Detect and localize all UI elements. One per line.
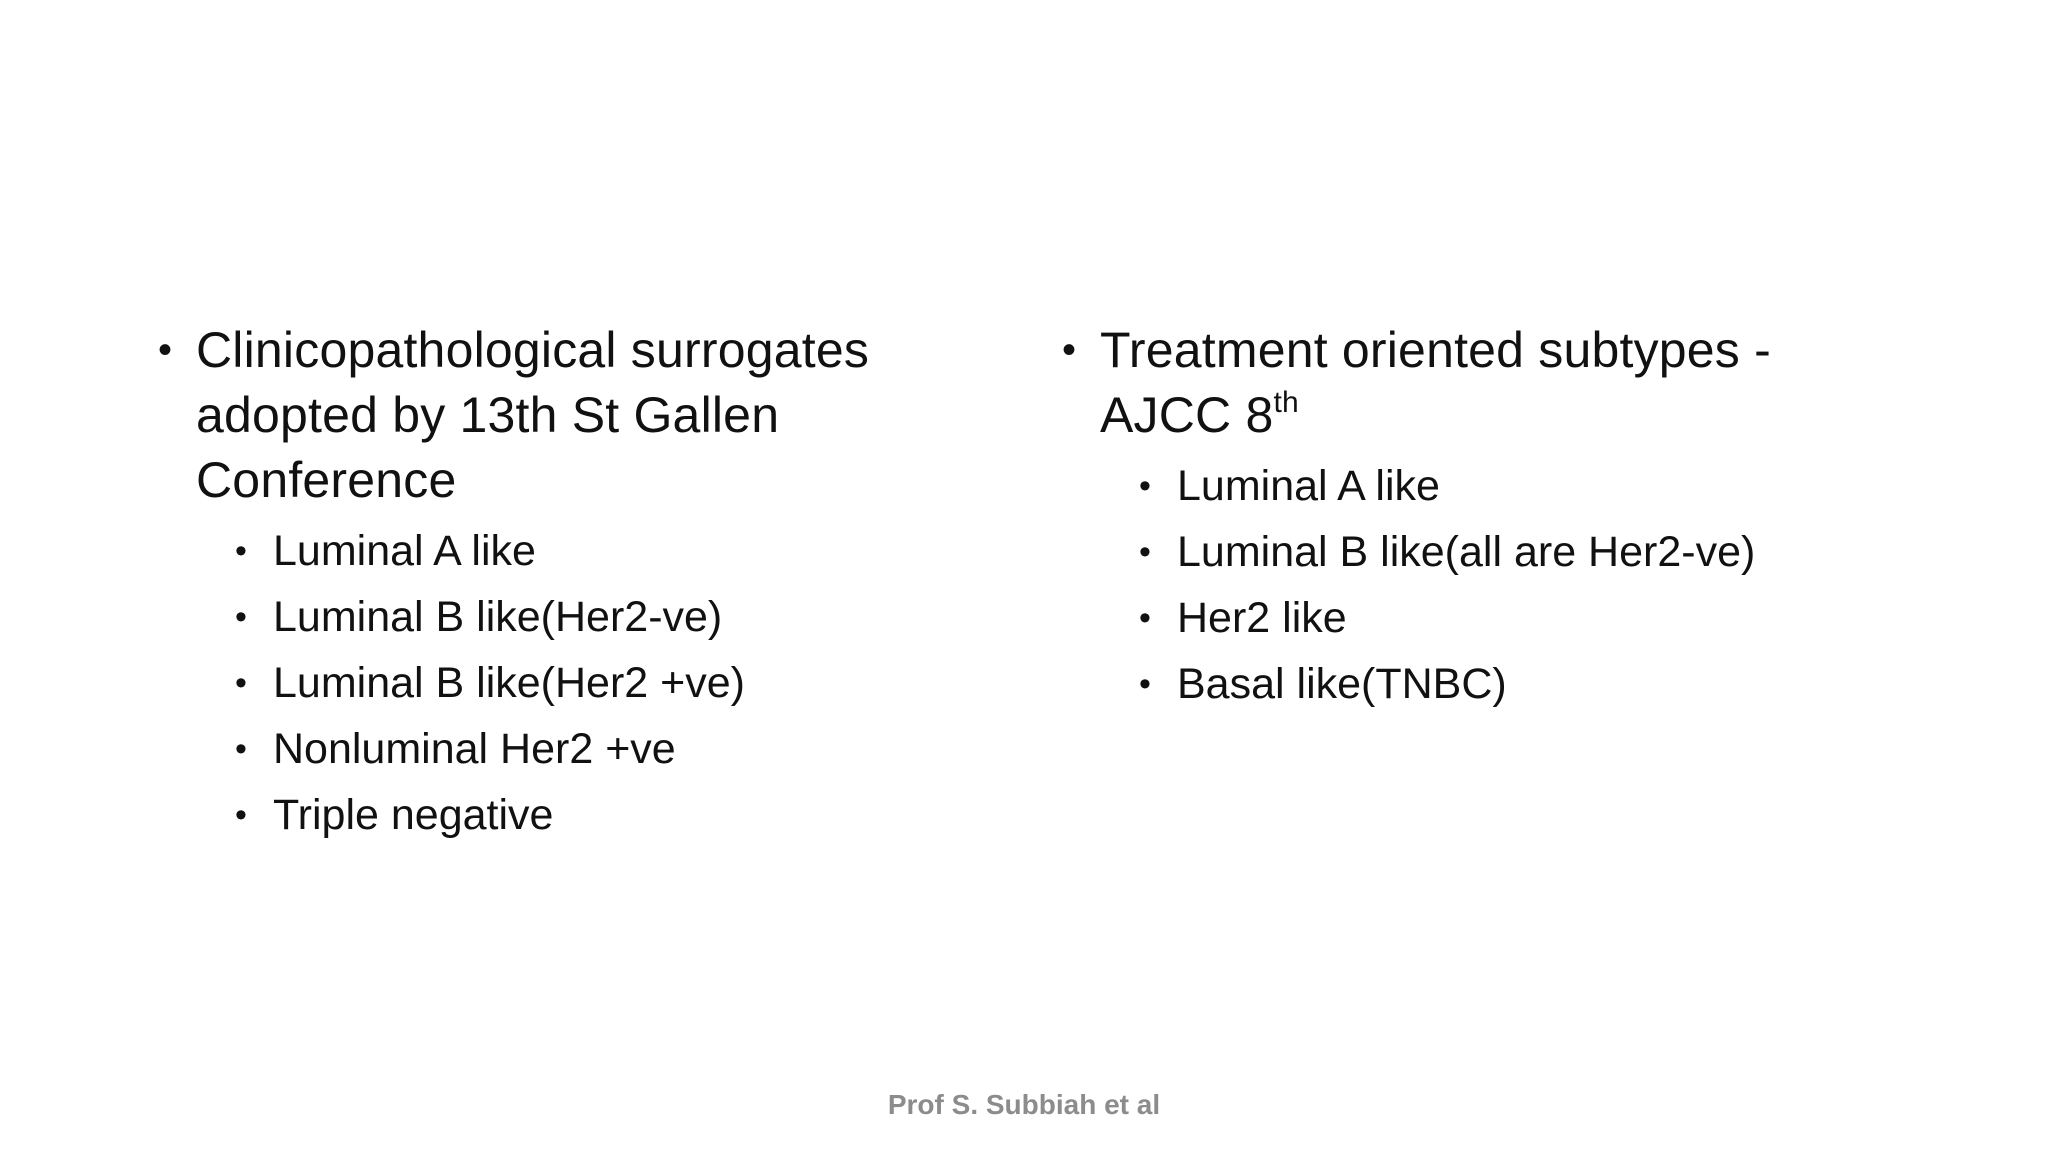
left-heading-item <box>158 318 958 513</box>
right-heading-line1: Treatment oriented subtypes - <box>1100 322 1771 378</box>
list-item-text: Luminal B like(all are Her2-ve) <box>1177 528 1756 576</box>
list-item <box>1062 591 1922 646</box>
bullet-icon: • <box>235 796 247 834</box>
list-item-text: Basal like(TNBC) <box>1177 660 1507 708</box>
bullet-icon: • <box>235 532 247 570</box>
list-item <box>1062 657 1922 712</box>
list-item <box>1062 525 1922 580</box>
list-item <box>158 590 958 645</box>
bullet-icon: • <box>235 598 247 636</box>
bullet-icon: • <box>1139 467 1151 505</box>
list-item <box>158 722 958 777</box>
list-item <box>158 788 958 843</box>
left-heading-text: Clinicopathological surrogates adopted by 13th St Gallen Conference <box>196 322 870 508</box>
list-item-text: Luminal B like(Her2-ve) <box>273 593 723 641</box>
list-item-text: Triple negative <box>273 791 554 839</box>
right-heading-item <box>1062 318 1922 448</box>
right-sub-list <box>1062 459 1922 712</box>
left-sub-list <box>158 524 958 843</box>
list-item-text: Luminal A like <box>273 527 536 575</box>
list-item <box>158 656 958 711</box>
bullet-icon: • <box>158 328 173 372</box>
bullet-icon: • <box>1139 599 1151 637</box>
right-heading-superscript: th <box>1273 386 1299 419</box>
list-item <box>158 524 958 579</box>
left-column <box>158 318 958 854</box>
list-item-text: Luminal A like <box>1177 462 1440 510</box>
list-item-text: Luminal B like(Her2 +ve) <box>273 659 745 707</box>
right-column <box>1062 318 1922 723</box>
bullet-icon: • <box>1139 665 1151 703</box>
list-item-text: Nonluminal Her2 +ve <box>273 725 676 773</box>
list-item-text: Her2 like <box>1177 594 1347 642</box>
bullet-icon: • <box>235 664 247 702</box>
bullet-icon: • <box>1062 328 1077 372</box>
bullet-icon: • <box>1139 533 1151 571</box>
list-item <box>1062 459 1922 514</box>
bullet-icon: • <box>235 730 247 768</box>
footer-credit: Prof S. Subbiah et al <box>887 1089 1161 1120</box>
right-heading-line2: AJCC 8 <box>1100 387 1274 443</box>
